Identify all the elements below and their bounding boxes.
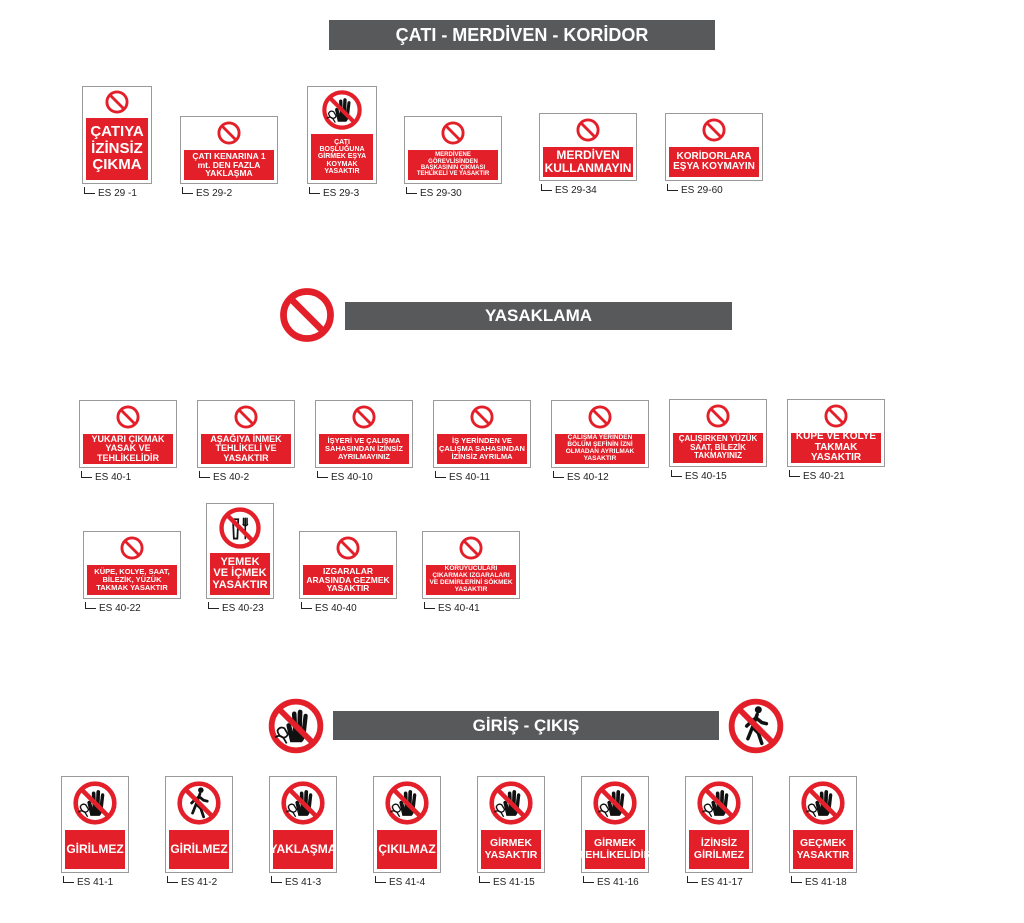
corner-arrow-icon [406, 187, 417, 194]
no-hand-icon [321, 89, 363, 131]
sign-es41-4 [373, 776, 441, 873]
sign-es41-16 [578, 776, 652, 873]
sign-es40-40 [299, 531, 397, 599]
corner-arrow-icon [199, 471, 210, 478]
sign-text: İZİNSİZ GİRİLMEZ [689, 830, 749, 869]
no-entry-icon [336, 536, 360, 560]
sign-es40-12 [551, 400, 649, 468]
no-entry-icon [706, 404, 730, 428]
corner-arrow-icon [301, 602, 312, 609]
sign-code: ES 41-15 [479, 876, 535, 888]
sign-es40-23 [206, 503, 274, 599]
no-hand-icon [800, 780, 846, 826]
sign-text: KORUYUCULARI ÇIKARMAK IZGARALARI VE DEMİRLERİNİ SÖKMEK YASAKTIR [426, 565, 516, 595]
sign-es40-11 [433, 400, 531, 468]
no-entry-icon [441, 121, 465, 145]
corner-arrow-icon [317, 471, 328, 478]
corner-arrow-icon [375, 876, 386, 883]
corner-arrow-icon [671, 470, 682, 477]
sign-code: ES 41-4 [375, 876, 425, 888]
sign-es40-41 [422, 531, 520, 599]
sign-es40-10 [315, 400, 413, 468]
sign-text: GİRMEK TEHLİKELİDİR [585, 830, 645, 869]
corner-arrow-icon [167, 876, 178, 883]
section-banner-yasaklama [345, 302, 732, 330]
sign-code: ES 41-1 [63, 876, 113, 888]
sign-text: KÜPE VE KOLYE TAKMAK YASAKTIR [791, 433, 881, 463]
no-pedestrian-icon [176, 780, 222, 826]
sign-text: MERDİVENE GÖREVLİSİNDEN BAŞKASININ ÇIKMASI TEHLİKELİ VE YASAKTIR [408, 150, 498, 180]
corner-arrow-icon [208, 602, 219, 609]
sign-text: GİRİLMEZ [65, 830, 125, 869]
no-eating-icon [218, 506, 262, 550]
sign-code: ES 41-17 [687, 876, 743, 888]
sign-es41-17 [685, 776, 753, 873]
section-title: GİRİŞ - ÇIKIŞ [472, 716, 580, 735]
corner-arrow-icon [84, 187, 95, 194]
sign-text: GİRİLMEZ [169, 830, 229, 869]
no-entry-icon [470, 405, 494, 429]
corner-arrow-icon [789, 470, 800, 477]
section-title: YASAKLAMA [484, 306, 593, 325]
no-hand-icon [280, 780, 326, 826]
corner-arrow-icon [479, 876, 490, 883]
corner-arrow-icon [541, 184, 552, 191]
no-hand-icon [384, 780, 430, 826]
section-banner-cati [329, 20, 715, 50]
sign-text: ÇATI KENARINA 1 mt. DEN FAZLA YAKLAŞMA [184, 150, 274, 180]
sign-es29-3 [307, 86, 377, 184]
sign-es41-3 [269, 776, 337, 873]
sign-text: ÇALIŞIRKEN YÜZÜK SAAT, BİLEZİK TAKMAYINIZ [673, 433, 763, 463]
prohibition-icon [279, 287, 335, 343]
no-entry-icon [217, 121, 241, 145]
sign-text: ÇATI BOŞLUĞUNA GİRMEK EŞYA KOYMAK YASAKTIR [311, 134, 373, 180]
sign-es29-1 [82, 86, 152, 184]
sign-es40-2 [197, 400, 295, 468]
no-entry-icon [234, 405, 258, 429]
sign-code: ES 40-15 [671, 470, 727, 482]
sign-es40-15 [669, 399, 767, 467]
sign-text: GEÇMEK YASAKTIR [793, 830, 853, 869]
sign-code: ES 40-10 [317, 471, 373, 483]
sign-text: GİRMEK YASAKTIR [481, 830, 541, 869]
sign-es29-2 [180, 116, 278, 184]
sign-code: ES 41-3 [271, 876, 321, 888]
sign-code: ES 40-11 [435, 471, 490, 483]
sign-es41-15 [477, 776, 545, 873]
sign-code: ES 41-2 [167, 876, 217, 888]
sign-code: ES 40-12 [553, 471, 609, 483]
sign-code: ES 29-2 [182, 187, 232, 199]
corner-arrow-icon [309, 187, 320, 194]
sign-text: İŞ YERİNDEN VE ÇALIŞMA SAHASINDAN İZİNSİZ AYRILMA [437, 434, 527, 464]
sign-code: ES 40-2 [199, 471, 249, 483]
no-hand-icon [72, 780, 118, 826]
sign-es40-22 [83, 531, 181, 599]
no-hand-icon [592, 780, 638, 826]
section-title: ÇATI - MERDİVEN - KORİDOR [395, 25, 649, 45]
sign-code: ES 40-41 [424, 602, 480, 614]
corner-arrow-icon [583, 876, 594, 883]
no-pedestrian-icon [727, 697, 785, 755]
corner-arrow-icon [271, 876, 282, 883]
sign-es41-2 [165, 776, 233, 873]
corner-arrow-icon [687, 876, 698, 883]
sign-text: AŞAĞIYA İNMEK TEHLİKELİ VE YASAKTIR [201, 434, 291, 464]
sign-text: MERDİVEN KULLANMAYIN [544, 148, 632, 175]
corner-arrow-icon [85, 602, 96, 609]
section-banner-giris [333, 711, 719, 740]
sign-es29-30 [404, 116, 502, 184]
corner-arrow-icon [81, 471, 92, 478]
sign-es40-1 [79, 400, 177, 468]
sign-text: IZGARALAR ARASINDA GEZMEK YASAKTIR [303, 565, 393, 595]
sign-text: ÇATIYA İZİNSİZ ÇIKMA [86, 118, 148, 180]
sign-es29-34 [539, 113, 637, 181]
corner-arrow-icon [791, 876, 802, 883]
no-entry-icon [702, 118, 726, 142]
corner-arrow-icon [63, 876, 74, 883]
no-hand-icon [696, 780, 742, 826]
corner-arrow-icon [182, 187, 193, 194]
no-entry-icon [105, 90, 129, 114]
sign-code: ES 29-60 [667, 184, 723, 196]
sign-code: ES 40-40 [301, 602, 357, 614]
no-entry-icon [120, 536, 144, 560]
no-entry-icon [576, 118, 600, 142]
sign-code: ES 40-1 [81, 471, 131, 483]
sign-code: ES 40-23 [208, 602, 264, 614]
sign-code: ES 40-21 [789, 470, 845, 482]
sign-text: ÇIKILMAZ [377, 830, 437, 869]
sign-code: ES 29-34 [541, 184, 597, 196]
sign-code: ES 41-18 [791, 876, 847, 888]
sign-text: YAKLAŞMA [273, 830, 333, 869]
no-hand-icon [267, 697, 325, 755]
corner-arrow-icon [667, 184, 678, 191]
sign-text: KÜPE, KOLYE, SAAT, BİLEZİK, YÜZÜK TAKMAK YASAKTIR [87, 565, 177, 595]
sign-code: ES 40-22 [85, 602, 141, 614]
sign-es29-60 [665, 113, 763, 181]
sign-text: İŞYERİ VE ÇALIŞMA SAHASINDAN İZİNSİZ AYRILMAYINIZ [319, 434, 409, 464]
no-hand-icon [488, 780, 534, 826]
no-entry-icon [459, 536, 483, 560]
corner-arrow-icon [553, 471, 564, 478]
sign-es40-21 [787, 399, 885, 467]
sign-code: ES 29-3 [309, 187, 359, 199]
sign-es41-1 [61, 776, 129, 873]
no-entry-icon [588, 405, 612, 429]
sign-text: YEMEK VE İÇMEK YASAKTIR [210, 553, 270, 595]
corner-arrow-icon [424, 602, 435, 609]
sign-es41-18 [789, 776, 857, 873]
sign-code: ES 41-16 [583, 876, 639, 888]
sign-text: YUKARI ÇIKMAK YASAK VE TEHLİKELİDİR [83, 434, 173, 464]
no-entry-icon [824, 404, 848, 428]
sign-text: KORİDORLARA EŞYA KOYMAYIN [669, 147, 759, 177]
sign-code: ES 29 -1 [84, 187, 137, 199]
sign-text: ÇALIŞMA YERİNDEN BÖLÜM ŞEFİNİN İZNİ OLMADAN AYRILMAK YASAKTIR [555, 434, 645, 464]
no-entry-icon [116, 405, 140, 429]
corner-arrow-icon [435, 471, 446, 478]
no-entry-icon [352, 405, 376, 429]
sign-code: ES 29-30 [406, 187, 462, 199]
